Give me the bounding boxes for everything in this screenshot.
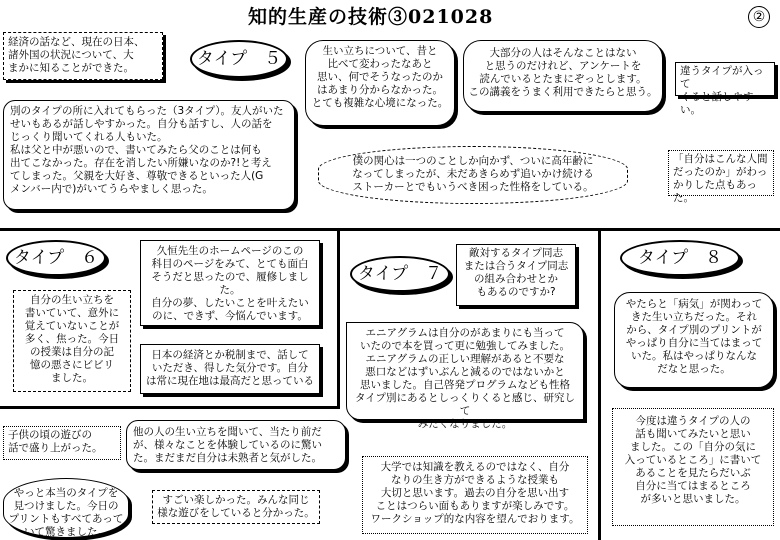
note-intro-left: 経済の話など、現在の日本、 諸外国の状況について、大 まかに知ることができた。 (3, 32, 163, 80)
bubble-survey: 大部分の人はそんなことはない と思うのだけれど、アンケートを 読んでいるとたまにぞっとします。 この講義をうまく利用できたらと思う。 (463, 40, 663, 112)
divider-type6-bottom (0, 406, 340, 409)
note-different-type: 違うタイプが入って くると話しやすい。 (675, 62, 775, 96)
bubble-interest: 僕の関心は一つのことしか向かず、ついに高年齢に なってしまったが、未だあきらめず追いかけ続ける ストーカーとでもいうべき困った性格をしている。 (318, 146, 628, 204)
type6-found-type: やっと本当のタイプを 見つけました。今日の プリントもすべてあって いて驚きました。 (3, 478, 129, 538)
type5-comment: 別のタイプの所に入れてもらった（3タイプ）。友人がいた せいもあるが話しやすかった。自分も話すし、人の話を じっくり聞いてくれる人もいた。 私は父と中が悪いので、書いてみたら父のことは何も 出てこなかった。存在を消したい所嫌いなのか?!と考え てしまった。父親を大好き、尊敬できるといった人(G メンバー内で)がいてうらやましく思った。 (3, 100, 295, 210)
type7-label: タイプ ７ (350, 256, 450, 292)
type8-next-time: 今度は違うタイプの人の 話も聞いてみたいと思い ました。この「自分の気に 入っているところ」に書いて あることを見たらだいぶ 自分に当てはまるところ が多いと思いました。 (612, 408, 774, 526)
note-self: 「自分はこんな人間 だったのか」がわっ かりした点もあった。 (668, 150, 774, 196)
type8-label: タイプ ８ (620, 240, 740, 276)
divider-vertical-left (337, 228, 340, 408)
divider-horizontal (0, 228, 780, 231)
type6-label: タイプ ６ (6, 240, 106, 276)
type8-sickness: やたらと「病気」が関わって きた生い立ちだった。それ から、タイプ別のプリントが やっぱり自分に当てはまって いた。私はやっぱりなんな だなと思った。 (614, 292, 774, 388)
type6-self-history: 自分の生い立ちを 書いていて、意外に 覚えていないことが 多く、焦った。今日 の授業は自分の記 憶の悪さにビビリ ました。 (13, 290, 131, 392)
type7-university: 大学では知識を教えるのではなく、自分 なりの生き方ができるような授業も 大切と思います。過去の自分を思い出す ことはつらい面もありますが楽しみです。 ワークショップ的な内容を望んでおります。 (362, 456, 588, 534)
type6-others-history: 他の人の生い立ちを聞いて、当たり前だ が、様々なことを体験しているのに驚い た。まだまだ自分は未熟者と気がした。 (126, 420, 346, 470)
type6-fun: すごい楽しかった。みんな同じ 様な遊びをしていると分かった。 (152, 490, 320, 524)
bubble-upbringing: 生い立ちについて、昔と 比べて変わったなあと 思い、何でそうなったのか はあまり分からなかった。 とても複雑な心境になった。 (305, 40, 455, 126)
type6-childhood: 子供の頃の遊びの 話で盛り上がった。 (3, 426, 121, 460)
type7-enneagram: エニアグラムは自分のがあまりにも当って いたので本を買って更に勉強してみました。 エニアグラムの正しい理解があると不要な 悪口などはずいぶんと減るのではないかと 思いました。自己啓発プログラムなども性格 タイプ別にあるとしっくりくると感じ、研究して みたくなりました。 (346, 322, 584, 420)
type7-question: 敵対するタイプ同志 または合うタイプ同志 の組み合わせとか もあるのですか? (456, 244, 576, 306)
page-number: ② (748, 6, 770, 28)
type5-label: タイプ ５ (190, 40, 288, 78)
page-title: 知的生産の技術③021028 (248, 6, 494, 28)
type6-economy: 日本の経済とか税制まで、話して いただき、得した気分です。自分 は常に現在地は最高だと思っている (140, 344, 320, 394)
divider-vertical-right (598, 228, 601, 540)
type6-homepage: 久恒先生のホームページのこの 科目のページをみて、とても面白 そうだと思ったので、履修しました。 自分の夢、したいことを叶えたい のに、できず、今悩んでいます。 (140, 240, 320, 326)
